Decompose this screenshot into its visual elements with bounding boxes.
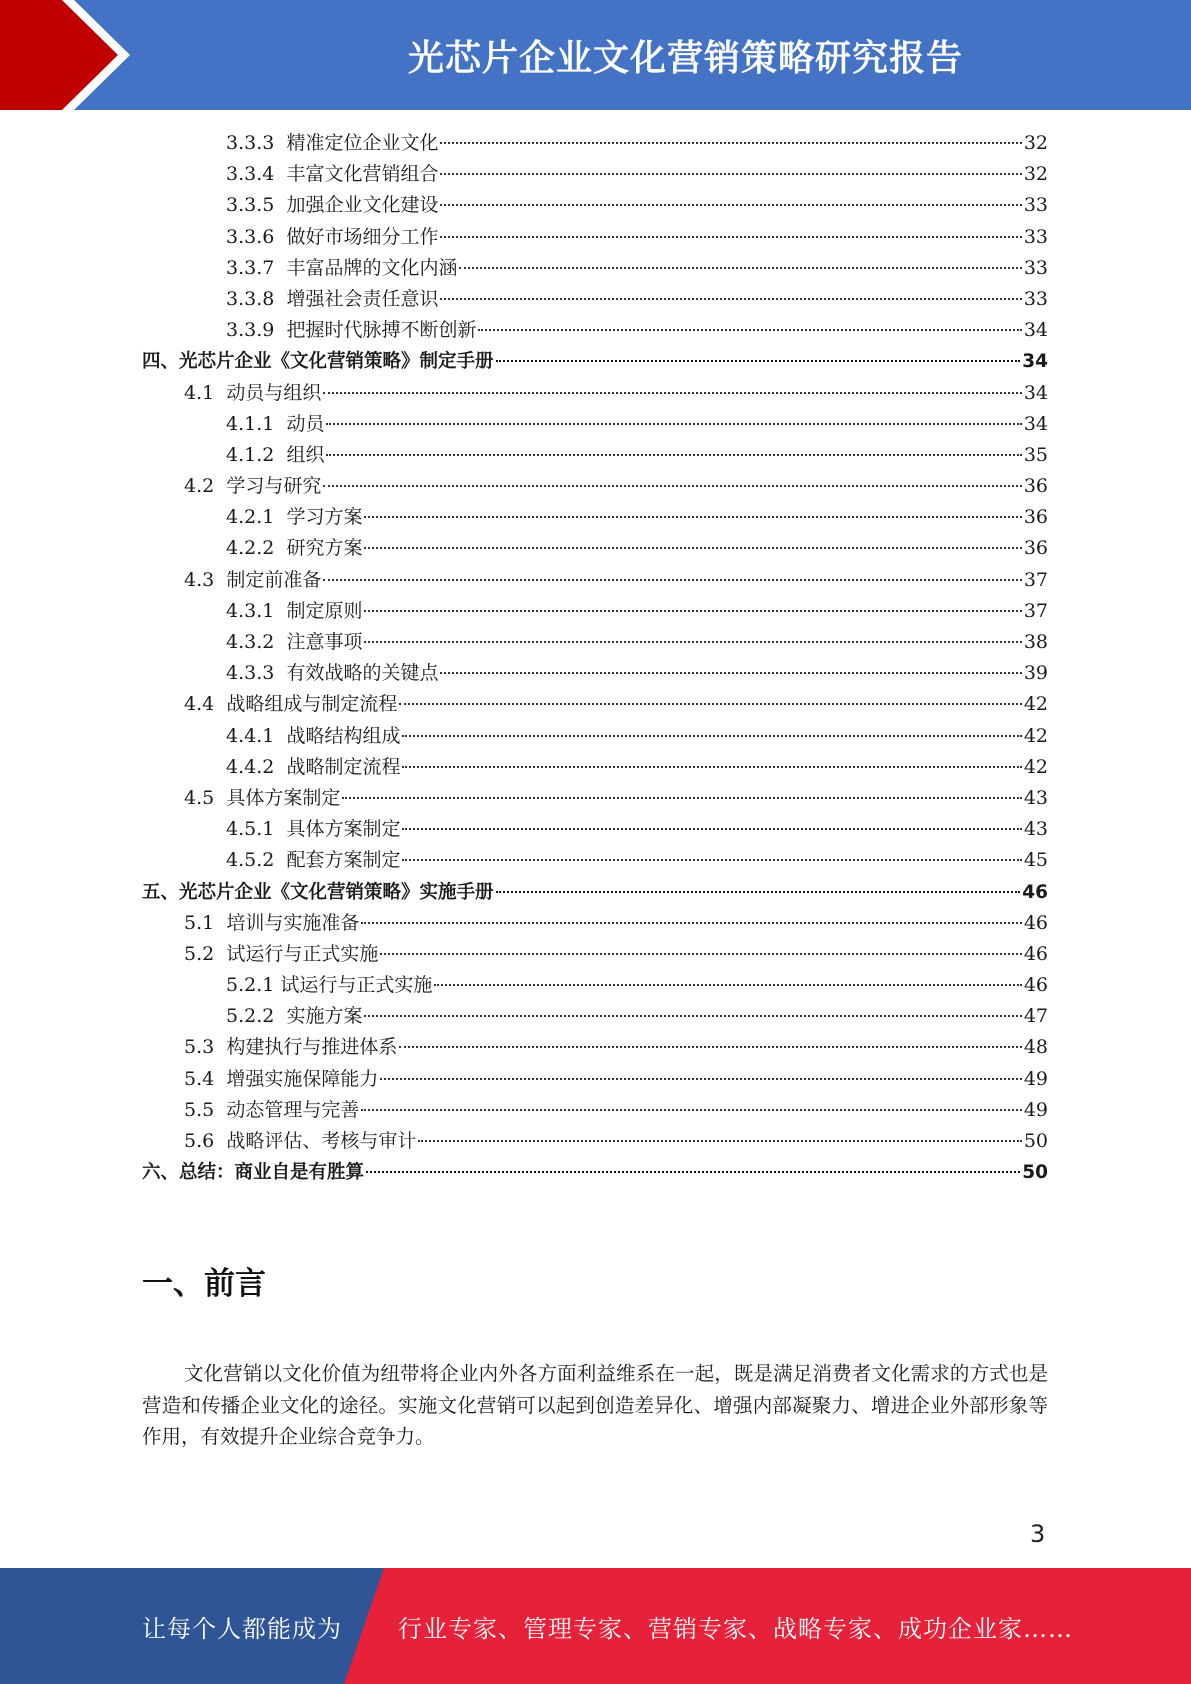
toc-entry-number: 4.4.2 <box>226 755 275 778</box>
toc-entry-page: 46 <box>1022 881 1048 903</box>
toc-entry[interactable] <box>142 596 1048 627</box>
toc-entry-number: 3.3.7 <box>226 256 275 279</box>
toc-entry-title: 配套方案制定 <box>286 849 401 872</box>
toc-entry-number: 4.5 <box>184 786 215 809</box>
toc-entry-number: 4.3.3 <box>226 662 275 685</box>
toc-entry-title: 试运行与正式实施 <box>280 974 433 997</box>
toc-number-gap <box>274 253 286 284</box>
toc-entry-number: 4.2 <box>184 475 215 498</box>
toc-entry-page: 33 <box>1023 225 1048 248</box>
toc-entry-title: 实施方案 <box>286 1005 363 1028</box>
toc-entry[interactable] <box>142 721 1048 752</box>
toc-number-gap <box>274 814 286 845</box>
toc-number-gap <box>274 409 286 440</box>
toc-entry-number: 3.3.6 <box>226 225 275 248</box>
toc-entry-page: 46 <box>1023 911 1048 934</box>
toc-entry-title: 战略组成与制定流程 <box>226 693 398 716</box>
toc-number-gap <box>214 565 226 596</box>
toc-entry-page: 36 <box>1023 475 1048 498</box>
toc-entry[interactable] <box>142 565 1048 596</box>
toc-entry-title: 四、光芯片企业《文化营销策略》制定手册 <box>142 351 494 373</box>
toc-entry-page: 45 <box>1023 849 1048 872</box>
toc-number-gap <box>274 752 286 783</box>
footer-slogan-right: 行业专家、管理专家、营销专家、战略专家、成功企业家…… <box>398 1614 1073 1643</box>
toc-entry[interactable] <box>142 845 1048 876</box>
toc-entry-number: 4.3.2 <box>226 631 275 653</box>
table-of-contents <box>142 128 1048 1188</box>
toc-entry-number: 4.1.1 <box>226 412 275 435</box>
toc-entry-page: 50 <box>1022 1162 1048 1184</box>
toc-leader-dots <box>364 610 1021 612</box>
toc-entry[interactable] <box>142 689 1048 720</box>
toc-entry-page: 46 <box>1023 942 1048 965</box>
toc-entry-title: 做好市场细分工作 <box>286 225 439 248</box>
toc-entry-title: 注意事项 <box>286 631 363 653</box>
toc-entry-title: 战略结构组成 <box>286 724 401 747</box>
toc-entry-title: 增强实施保障能力 <box>226 1067 379 1090</box>
toc-entry-number: 4.4.1 <box>226 724 275 747</box>
toc-entry-title: 精准定位企业文化 <box>286 132 439 154</box>
toc-leader-dots <box>402 828 1021 830</box>
toc-entry-title: 加强企业文化建设 <box>286 194 439 217</box>
toc-entry[interactable] <box>142 752 1048 783</box>
toc-entry-number: 5.2.1 <box>226 974 275 997</box>
toc-entry-page: 34 <box>1023 319 1048 342</box>
toc-entry-page: 35 <box>1023 443 1048 466</box>
toc-entry-title: 动态管理与完善 <box>226 1098 360 1121</box>
toc-entry-page: 34 <box>1023 381 1048 404</box>
toc-entry-page: 42 <box>1023 724 1048 747</box>
toc-entry[interactable] <box>142 877 1048 908</box>
toc-entry-page: 37 <box>1023 599 1048 622</box>
toc-entry[interactable] <box>142 814 1048 845</box>
toc-leader-dots <box>326 454 1021 456</box>
toc-entry[interactable] <box>142 471 1048 502</box>
toc-number-gap <box>274 658 286 689</box>
toc-entry-title: 六、总结：商业自是有胜算 <box>142 1162 365 1184</box>
footer-slogan-left: 让每个人都能成为 <box>142 1614 342 1643</box>
toc-leader-dots <box>361 922 1021 924</box>
toc-number-gap <box>214 908 226 939</box>
toc-leader-dots <box>440 204 1021 206</box>
toc-entry[interactable] <box>142 1157 1048 1188</box>
toc-number-gap <box>274 440 286 471</box>
toc-leader-dots <box>459 267 1021 269</box>
toc-entry-title: 有效战略的关键点 <box>286 662 439 685</box>
toc-entry[interactable] <box>142 409 1048 440</box>
toc-entry-title: 具体方案制定 <box>286 818 401 841</box>
toc-entry-title: 试运行与正式实施 <box>226 942 379 965</box>
toc-entry-title: 组织 <box>286 443 325 466</box>
toc-number-gap <box>274 1001 286 1032</box>
toc-leader-dots <box>478 329 1021 331</box>
toc-entry-title: 丰富品牌的文化内涵 <box>286 256 458 279</box>
toc-entry[interactable] <box>142 970 1048 1001</box>
toc-number-gap <box>274 284 286 315</box>
toc-entry-page: 32 <box>1023 132 1048 154</box>
toc-entry-number: 5.1 <box>184 911 215 934</box>
toc-entry[interactable] <box>142 315 1048 346</box>
toc-entry-title: 构建执行与推进体系 <box>226 1036 398 1059</box>
toc-entry-title: 制定前准备 <box>226 568 322 591</box>
toc-entry-number: 5.2.2 <box>226 1005 275 1028</box>
toc-number-gap <box>274 533 286 564</box>
toc-number-gap <box>214 939 226 970</box>
toc-number-gap <box>214 1064 226 1095</box>
toc-entry[interactable] <box>142 128 1048 159</box>
toc-entry-number: 4.2.2 <box>226 537 275 560</box>
toc-entry-title: 培训与实施准备 <box>226 911 360 934</box>
toc-entry-title: 动员与组织 <box>226 381 322 404</box>
toc-entry-page: 34 <box>1022 351 1048 373</box>
toc-entry[interactable] <box>142 284 1048 315</box>
toc-leader-dots <box>380 953 1021 955</box>
toc-entry-page: 36 <box>1023 506 1048 529</box>
toc-entry[interactable] <box>142 908 1048 939</box>
section-heading: 一、前言 <box>142 1266 266 1302</box>
toc-leader-dots <box>402 735 1021 737</box>
toc-entry[interactable] <box>142 190 1048 221</box>
toc-number-gap <box>214 1095 226 1126</box>
toc-entry[interactable] <box>142 627 1048 658</box>
toc-entry-number: 5.4 <box>184 1067 215 1090</box>
toc-entry-page: 39 <box>1023 662 1048 685</box>
toc-entry-title: 五、光芯片企业《文化营销策略》实施手册 <box>142 881 494 903</box>
toc-entry-number: 4.1.2 <box>226 443 275 466</box>
footer-banner <box>0 1568 1191 1684</box>
toc-number-gap <box>274 502 286 533</box>
toc-entry-title: 增强社会责任意识 <box>286 287 439 310</box>
toc-leader-dots <box>380 1078 1021 1080</box>
toc-leader-dots <box>399 1046 1021 1048</box>
toc-leader-dots <box>323 579 1021 581</box>
toc-entry-page: 50 <box>1023 1130 1048 1152</box>
toc-leader-dots <box>496 360 1021 362</box>
toc-leader-dots <box>440 142 1021 144</box>
toc-number-gap <box>214 378 226 409</box>
toc-entry-number: 5.6 <box>184 1130 215 1152</box>
toc-entry-title: 把握时代脉搏不断创新 <box>286 319 477 342</box>
toc-leader-dots <box>440 173 1021 175</box>
toc-leader-dots <box>323 392 1021 394</box>
toc-entry-page: 43 <box>1023 818 1048 841</box>
header-chevron-graphic <box>0 0 160 110</box>
toc-leader-dots <box>402 766 1021 768</box>
toc-entry-number: 4.1 <box>184 381 215 404</box>
toc-entry-number: 5.5 <box>184 1098 215 1121</box>
toc-entry[interactable] <box>142 1095 1048 1126</box>
toc-entry[interactable] <box>142 222 1048 253</box>
toc-entry-number: 5.3 <box>184 1036 215 1059</box>
toc-entry-number: 3.3.3 <box>226 132 275 154</box>
toc-number-gap <box>274 627 286 658</box>
toc-entry-number: 4.3.1 <box>226 599 275 622</box>
toc-leader-dots <box>402 859 1021 861</box>
toc-entry-number: 4.5.1 <box>226 818 275 841</box>
toc-entry-page: 32 <box>1023 163 1048 186</box>
toc-leader-dots <box>366 1171 1020 1173</box>
toc-number-gap <box>274 596 286 627</box>
toc-entry-number: 4.3 <box>184 568 215 591</box>
toc-leader-dots <box>440 672 1021 674</box>
toc-entry[interactable] <box>142 939 1048 970</box>
toc-entry-title: 研究方案 <box>286 537 363 560</box>
toc-leader-dots <box>364 1015 1021 1017</box>
toc-leader-dots <box>364 641 1021 643</box>
toc-entry[interactable] <box>142 253 1048 284</box>
toc-entry[interactable] <box>142 502 1048 533</box>
toc-entry-title: 丰富文化营销组合 <box>286 163 439 186</box>
toc-leader-dots <box>342 797 1021 799</box>
toc-entry-page: 48 <box>1023 1036 1048 1059</box>
toc-entry[interactable] <box>142 378 1048 409</box>
toc-entry-number: 3.3.8 <box>226 287 275 310</box>
toc-entry-page: 46 <box>1023 974 1048 997</box>
toc-leader-dots <box>364 547 1021 549</box>
toc-leader-dots <box>440 298 1021 300</box>
toc-entry-number: 3.3.9 <box>226 319 275 342</box>
toc-entry-page: 34 <box>1023 412 1048 435</box>
toc-entry[interactable] <box>142 533 1048 564</box>
toc-number-gap <box>214 1126 226 1157</box>
toc-number-gap <box>214 689 226 720</box>
toc-entry-title: 制定原则 <box>286 599 363 622</box>
section-paragraph: 文化营销以文化价值为纽带将企业内外各方面利益维系在一起，既是满足消费者文化需求的方式也是营造和传播企业文化的途径。实施文化营销可以起到创造差异化、增强内部凝聚力、增进企业外部形象等作用，有效提升企业综合竞争力。 <box>142 1362 1048 1448</box>
toc-entry-number: 3.3.4 <box>226 163 275 186</box>
toc-number-gap <box>214 1032 226 1063</box>
toc-entry-page: 42 <box>1023 693 1048 716</box>
toc-entry-number: 4.2.1 <box>226 506 275 529</box>
toc-entry[interactable] <box>142 783 1048 814</box>
toc-number-gap <box>214 471 226 502</box>
toc-entry-number: 4.5.2 <box>226 849 275 872</box>
toc-entry[interactable] <box>142 346 1048 377</box>
toc-leader-dots <box>399 703 1021 705</box>
toc-entry[interactable] <box>142 1126 1048 1157</box>
page-number: 3 <box>1030 1520 1046 1548</box>
toc-entry-page: 36 <box>1023 537 1048 560</box>
toc-leader-dots <box>323 485 1021 487</box>
toc-leader-dots <box>361 1109 1021 1111</box>
toc-entry[interactable] <box>142 1032 1048 1063</box>
toc-entry-title: 学习方案 <box>286 506 363 529</box>
toc-entry[interactable] <box>142 1001 1048 1032</box>
toc-entry-page: 37 <box>1023 568 1048 591</box>
toc-entry-number: 5.2 <box>184 942 215 965</box>
toc-number-gap <box>274 721 286 752</box>
toc-entry-page: 38 <box>1023 631 1048 653</box>
toc-entry[interactable] <box>142 440 1048 471</box>
toc-entry[interactable] <box>142 159 1048 190</box>
toc-number-gap <box>274 190 286 221</box>
toc-entry-title: 战略制定流程 <box>286 755 401 778</box>
toc-number-gap <box>214 783 226 814</box>
toc-entry-title: 动员 <box>286 412 325 435</box>
toc-entry-page: 49 <box>1023 1067 1048 1090</box>
toc-leader-dots <box>496 891 1021 893</box>
toc-entry-number: 3.3.5 <box>226 194 275 217</box>
toc-entry-page: 47 <box>1023 1005 1048 1028</box>
header-banner <box>0 0 1191 110</box>
toc-entry-page: 33 <box>1023 287 1048 310</box>
toc-number-gap <box>274 159 286 190</box>
document-title: 光芯片企业文化营销策略研究报告 <box>407 37 963 79</box>
toc-entry-page: 33 <box>1023 256 1048 279</box>
toc-number-gap <box>274 222 286 253</box>
toc-number-gap <box>274 128 286 159</box>
toc-entry-page: 49 <box>1023 1098 1048 1121</box>
toc-number-gap <box>274 845 286 876</box>
toc-entry-title: 具体方案制定 <box>226 786 341 809</box>
toc-entry-title: 战略评估、考核与审计 <box>226 1130 417 1152</box>
toc-leader-dots <box>434 984 1021 986</box>
toc-entry-title: 学习与研究 <box>226 475 322 498</box>
toc-entry-number: 4.4 <box>184 693 215 716</box>
toc-entry[interactable] <box>142 658 1048 689</box>
toc-number-gap <box>274 315 286 346</box>
toc-entry-page: 42 <box>1023 755 1048 778</box>
toc-entry-page: 33 <box>1023 194 1048 217</box>
toc-entry[interactable] <box>142 1064 1048 1095</box>
toc-leader-dots <box>364 516 1021 518</box>
toc-leader-dots <box>418 1140 1021 1142</box>
toc-entry-page: 43 <box>1023 786 1048 809</box>
toc-leader-dots <box>440 236 1021 238</box>
toc-leader-dots <box>326 423 1021 425</box>
